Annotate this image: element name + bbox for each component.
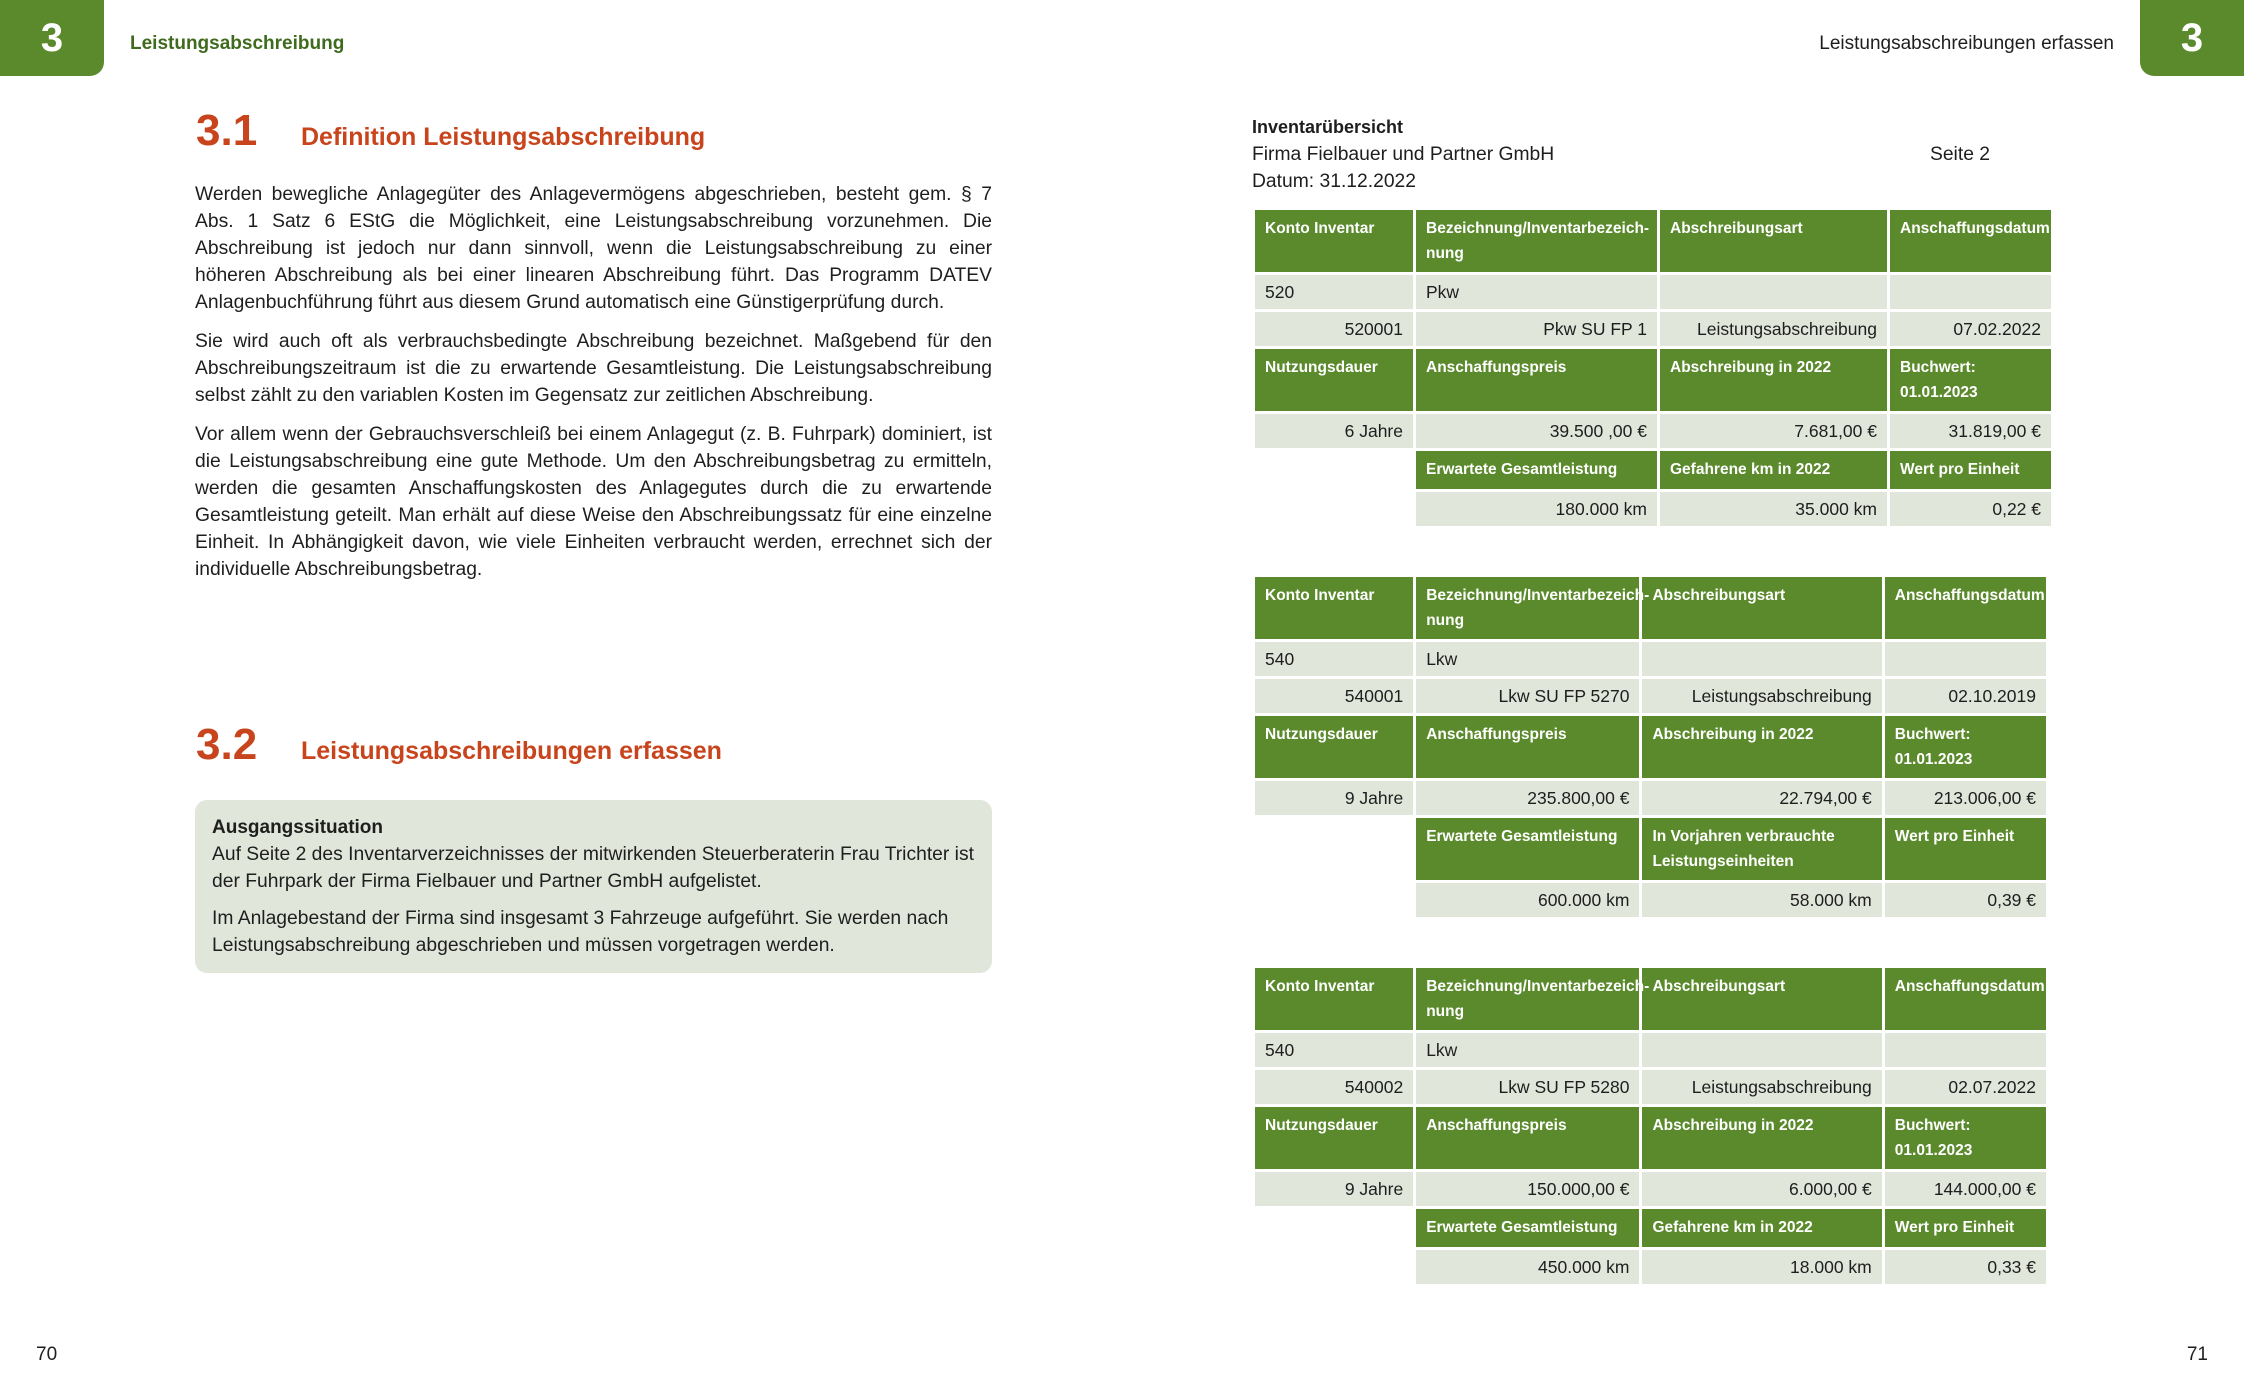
table-row (1255, 1250, 2046, 1284)
table-header-row (1255, 577, 2046, 639)
paragraph: Im Anlagebestand der Firma sind insgesamt 3 Fahrzeuge aufgeführt. Sie werden nach Leistungsabschreibung abgeschrieben und müssen vorgetragen werden. (212, 908, 949, 956)
header-cell: Gefahrene km in 2022 (1642, 1209, 1881, 1247)
page-number: 71 (2186, 1344, 2208, 1365)
group-name: Pkw (1416, 275, 1657, 309)
empty-cell (1255, 1250, 1413, 1284)
km-cell: 18.000 km (1642, 1250, 1881, 1284)
header-cell: Bezeichnung/Inventarbezeichnung (1416, 210, 1657, 272)
gesamtleistung-cell: 600.000 km (1416, 883, 1639, 917)
header-cell: Anschaffungsdatum (1885, 968, 2046, 1030)
header-cell: Anschaffungspreis (1416, 349, 1657, 411)
table-row (1255, 312, 2051, 346)
asset-table (1252, 965, 2049, 1287)
empty-cell (1255, 1209, 1413, 1247)
table-header-row (1255, 818, 2046, 880)
group-konto: 520 (1255, 275, 1413, 309)
header-cell: Konto Inventar (1255, 210, 1413, 272)
running-header-right: Leistungsabschreibungen erfassen (1819, 33, 2114, 54)
table-header-row (1255, 1107, 2046, 1169)
empty-cell (1660, 275, 1887, 309)
konto-cell: 540002 (1255, 1070, 1413, 1104)
header-cell: Nutzungsdauer (1255, 1107, 1413, 1169)
art-cell: Leistungsabschreibung (1642, 679, 1881, 713)
nutzungsdauer-cell: 9 Jahre (1255, 1172, 1413, 1206)
chapter-number-tab: 3 (2140, 0, 2244, 76)
header-cell: Abschreibungsart (1642, 577, 1881, 639)
empty-cell (1255, 883, 1413, 917)
wert-cell: 0,33 € (1885, 1250, 2046, 1284)
table-row (1255, 492, 2051, 526)
header-cell: Konto Inventar (1255, 968, 1413, 1030)
table-row (1255, 883, 2046, 917)
header-cell: Nutzungsdauer (1255, 349, 1413, 411)
table-row (1255, 781, 2046, 815)
header-cell: Bezeichnung/Inventarbezeichnung (1416, 577, 1639, 639)
konto-cell: 520001 (1255, 312, 1413, 346)
header-cell: In Vorjahren verbrauchte Leistungseinheiten (1642, 818, 1881, 880)
bezeichnung-cell: Lkw SU FP 5270 (1416, 679, 1639, 713)
asset-table (1252, 574, 2049, 920)
header-cell: Anschaffungspreis (1416, 1107, 1639, 1169)
table-row (1255, 1172, 2046, 1206)
section-body (195, 181, 992, 595)
chapter-number-tab: 3 (0, 0, 104, 76)
paragraph: Sie wird auch oft als verbrauchsbedingte Abschreibung bezeichnet. Maßgebend für den Abschreibungszeitraum ist die zu erwartende Gesamtleistung. Die Leistungsabschreibung selbst zählt zu den variablen Kosten im Gegensatz zur zeitlichen Abschreibung. (195, 331, 992, 406)
paragraph: Werden bewegliche Anlagegüter des Anlagevermögens abgeschrieben, besteht gem. § 7 Abs. 1 Satz 6 EStG die Möglichkeit, eine Leistungsabschreibung vorzunehmen. Die Abschreibung ist jedoch nur dann sinnvoll, wenn die Leistungsabschreibung zu einer höheren Abschreibung als bei einer linearen Abschreibung führt. Das Programm DATEV Anlagenbuchführung führt aus diesem Grund automatisch eine Günstigerprüfung durch. (195, 184, 992, 313)
table-header-row (1255, 349, 2051, 411)
inventory-date: Datum: 31.12.2022 (1252, 171, 1417, 192)
buchwert-cell: 213.006,00 € (1885, 781, 2046, 815)
gesamtleistung-cell: 180.000 km (1416, 492, 1657, 526)
table-row (1255, 1033, 2046, 1067)
header-cell: Erwartete Gesamtleistung (1416, 1209, 1639, 1247)
table-row (1255, 1070, 2046, 1104)
header-cell: Buchwert: 01.01.2023 (1885, 1107, 2046, 1169)
header-cell: Wert pro Einheit (1885, 818, 2046, 880)
table-header-row (1255, 1209, 2046, 1247)
group-konto: 540 (1255, 1033, 1413, 1067)
header-cell: Erwartete Gesamtleistung (1416, 818, 1639, 880)
datum-cell: 02.10.2019 (1885, 679, 2046, 713)
header-cell: Konto Inventar (1255, 577, 1413, 639)
header-cell: Abschreibung in 2022 (1642, 716, 1881, 778)
header-cell: Gefahrene km in 2022 (1660, 451, 1887, 489)
group-name: Lkw (1416, 642, 1639, 676)
abschreibung-cell: 22.794,00 € (1642, 781, 1881, 815)
bezeichnung-cell: Pkw SU FP 1 (1416, 312, 1657, 346)
preis-cell: 150.000,00 € (1416, 1172, 1639, 1206)
table-row (1255, 414, 2051, 448)
empty-cell (1642, 642, 1881, 676)
page-number: 70 (36, 1344, 58, 1365)
inventory-title: Inventarübersicht (1252, 117, 1404, 137)
company-name: Firma Fielbauer und Partner GmbH (1252, 144, 1555, 165)
section-number: 3.1 (196, 106, 258, 155)
empty-cell (1885, 642, 2046, 676)
situation-box (195, 800, 992, 973)
section-heading (196, 106, 705, 156)
situation-title: Ausgangssituation (212, 817, 384, 838)
table-header-row (1255, 210, 2051, 272)
wert-cell: 0,22 € (1890, 492, 2051, 526)
gesamtleistung-cell: 450.000 km (1416, 1250, 1639, 1284)
buchwert-cell: 31.819,00 € (1890, 414, 2051, 448)
empty-cell (1255, 451, 1413, 489)
inventory-header (1252, 114, 1990, 195)
km-cell: 58.000 km (1642, 883, 1881, 917)
wert-cell: 0,39 € (1885, 883, 2046, 917)
table-header-row (1255, 716, 2046, 778)
header-cell: Wert pro Einheit (1890, 451, 2051, 489)
asset-table (1252, 207, 2054, 529)
header-cell: Wert pro Einheit (1885, 1209, 2046, 1247)
section-number: 3.2 (196, 720, 258, 769)
inventory-page: Seite 2 (1929, 144, 1990, 165)
group-name: Lkw (1416, 1033, 1639, 1067)
art-cell: Leistungsabschreibung (1660, 312, 1887, 346)
table-row (1255, 679, 2046, 713)
header-cell: Anschaffungsdatum (1885, 577, 2046, 639)
empty-cell (1255, 492, 1413, 526)
section-title: Definition Leistungsabschreibung (301, 123, 706, 151)
header-cell: Buchwert: 01.01.2023 (1890, 349, 2051, 411)
buchwert-cell: 144.000,00 € (1885, 1172, 2046, 1206)
header-cell: Bezeichnung/Inventarbezeichnung (1416, 968, 1639, 1030)
abschreibung-cell: 7.681,00 € (1660, 414, 1887, 448)
nutzungsdauer-cell: 9 Jahre (1255, 781, 1413, 815)
header-cell: Abschreibung in 2022 (1660, 349, 1887, 411)
header-cell: Buchwert: 01.01.2023 (1885, 716, 2046, 778)
empty-cell (1642, 1033, 1881, 1067)
abschreibung-cell: 6.000,00 € (1642, 1172, 1881, 1206)
table-header-row (1255, 451, 2051, 489)
empty-cell (1890, 275, 2051, 309)
header-cell: Anschaffungspreis (1416, 716, 1639, 778)
preis-cell: 39.500 ,00 € (1416, 414, 1657, 448)
art-cell: Leistungsabschreibung (1642, 1070, 1881, 1104)
empty-cell (1255, 818, 1413, 880)
km-cell: 35.000 km (1660, 492, 1887, 526)
datum-cell: 02.07.2022 (1885, 1070, 2046, 1104)
section-title: Leistungsabschreibungen erfassen (301, 737, 722, 765)
paragraph: Auf Seite 2 des Inventarverzeichnisses der mitwirkenden Steuerberaterin Frau Trichter ist der Fuhrpark der Firma Fielbauer und Partner GmbH aufgelistet. (212, 844, 974, 892)
bezeichnung-cell: Lkw SU FP 5280 (1416, 1070, 1639, 1104)
header-cell: Abschreibung in 2022 (1642, 1107, 1881, 1169)
paragraph: Vor allem wenn der Gebrauchsverschleiß bei einem Anlagegut (z. B. Fuhrpark) dominiert, ist die Leistungsabschreibung eine gute Methode. Um den Abschreibungsbetrag zu ermitteln, werden die gesamten Anschaffungskosten des Anlagegutes durch die zu erwartende Gesamtleistung geteilt. Man erhält auf diese Weise den Abschreibungssatz für eine einzelne Einheit. In Abhängigkeit davon, wie viele Einheiten verbraucht werden, errechnet sich der individuelle Abschreibungsbetrag. (195, 424, 992, 580)
preis-cell: 235.800,00 € (1416, 781, 1639, 815)
konto-cell: 540001 (1255, 679, 1413, 713)
header-cell: Nutzungsdauer (1255, 716, 1413, 778)
header-cell: Abschreibungsart (1660, 210, 1887, 272)
header-cell: Anschaffungsdatum (1890, 210, 2051, 272)
section-heading (196, 720, 722, 770)
table-row (1255, 275, 2051, 309)
group-konto: 540 (1255, 642, 1413, 676)
header-cell: Erwartete Gesamtleistung (1416, 451, 1657, 489)
header-cell: Abschreibungsart (1642, 968, 1881, 1030)
datum-cell: 07.02.2022 (1890, 312, 2051, 346)
running-header-left: Leistungsabschreibung (130, 33, 345, 54)
nutzungsdauer-cell: 6 Jahre (1255, 414, 1413, 448)
table-header-row (1255, 968, 2046, 1030)
table-row (1255, 642, 2046, 676)
empty-cell (1885, 1033, 2046, 1067)
